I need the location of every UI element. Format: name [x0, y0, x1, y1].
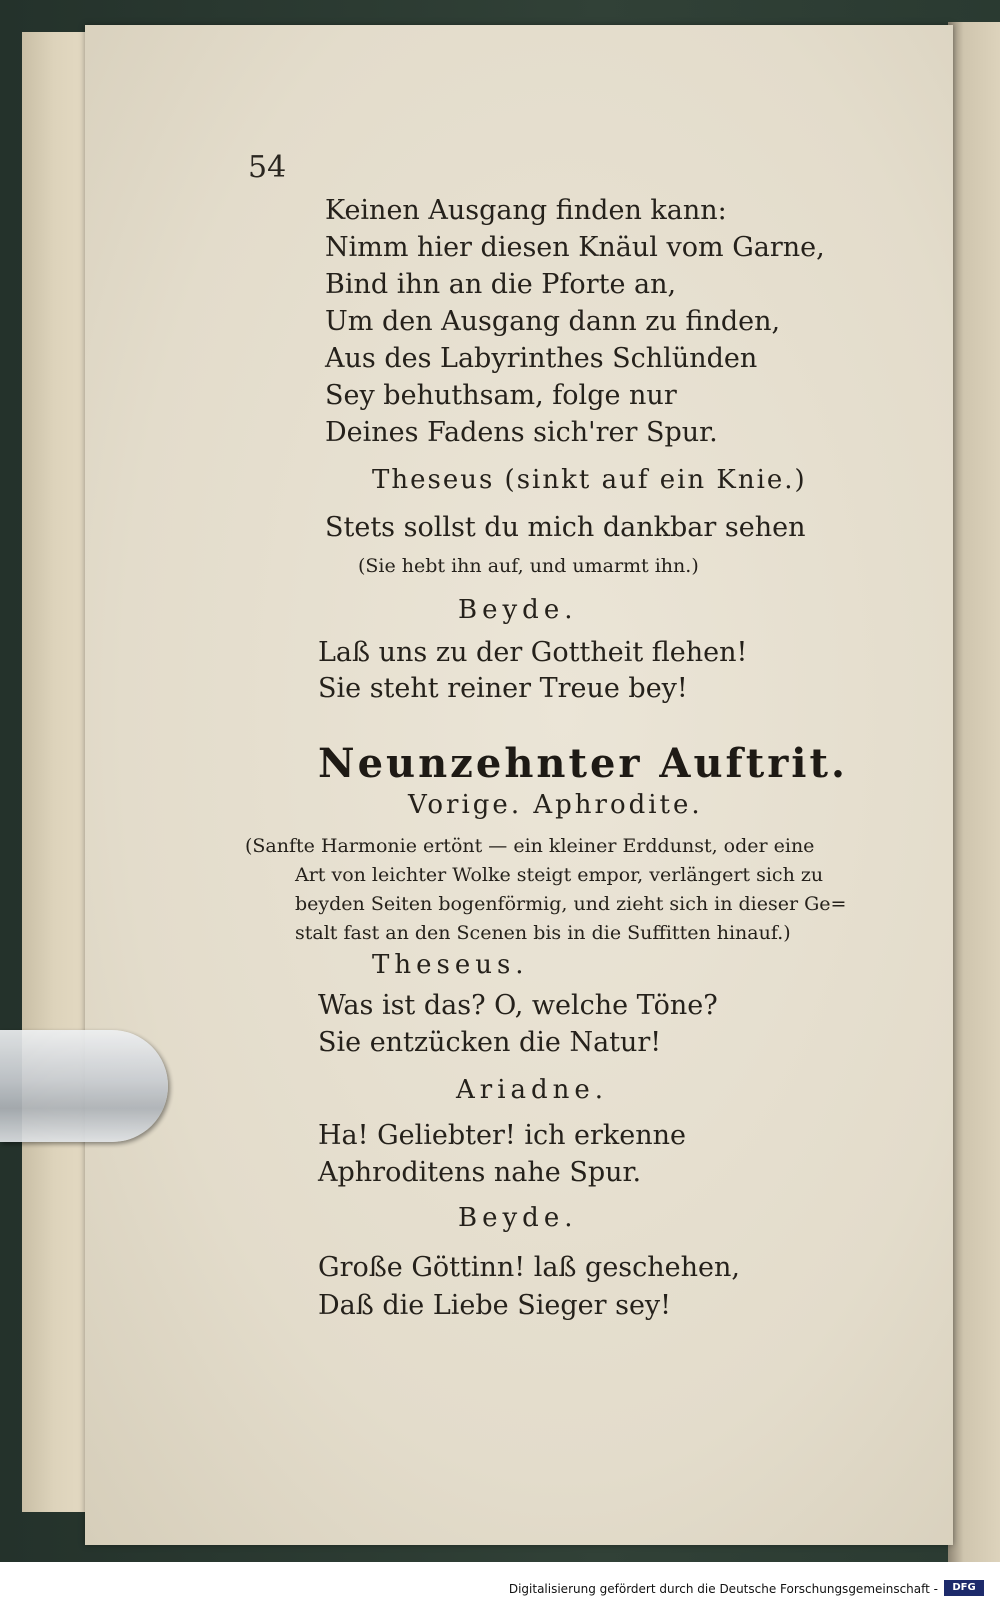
verse-line: Sie entzücken die Natur!: [318, 1027, 662, 1058]
stage-direction-line: stalt fast an den Scenen bis in die Suffitten hinauf.): [295, 922, 791, 944]
verse-line: Große Göttinn! laß geschehen,: [318, 1252, 740, 1283]
verse-line: Nimm hier diesen Knäul vom Garne,: [325, 232, 825, 263]
verse-line: Stets sollst du mich dankbar sehen: [325, 512, 806, 543]
verse-line: Aphroditens nahe Spur.: [318, 1157, 642, 1188]
verse-line: Daß die Liebe Sieger sey!: [318, 1290, 672, 1321]
verse-line: Um den Ausgang dann zu finden,: [325, 306, 781, 337]
page-holder-clip: [0, 1030, 168, 1142]
dfg-logo: DFG: [944, 1580, 984, 1596]
stage-direction-line: Art von leichter Wolke steigt empor, verlängert sich zu: [295, 864, 824, 886]
stage-direction-block: [245, 832, 905, 948]
speaker-beyde: Beyde.: [458, 1203, 578, 1233]
verse-line: Keinen Ausgang finden kann:: [325, 195, 727, 226]
scene-title: Neunzehnter Auftrit.: [318, 740, 848, 787]
verse-line: Sey behuthsam, folge nur: [325, 380, 677, 411]
footer-credit: Digitalisierung gefördert durch die Deutsche Forschungsgemeinschaft -: [508, 1582, 938, 1596]
speaker-ariadne: Ariadne.: [456, 1075, 609, 1105]
verse-line: Aus des Labyrinthes Schlünden: [325, 343, 758, 374]
speaker-beyde: Beyde.: [458, 595, 578, 625]
verse-line: Bind ihn an die Pforte an,: [325, 269, 677, 300]
speaker-theseus: Theseus.: [372, 950, 529, 980]
stage-direction-line: (Sanfte Harmonie ertönt — ein kleiner Erddunst, oder eine: [245, 835, 815, 857]
verse-line: Was ist das? O, welche Töne?: [318, 990, 718, 1021]
stage-direction-line: beyden Seiten bogenförmig, und zieht sich in dieser Ge=: [295, 893, 847, 915]
page-number: 54: [248, 150, 287, 185]
verse-line: Deines Fadens sich'rer Spur.: [325, 417, 718, 448]
verse-line: Ha! Geliebter! ich erkenne: [318, 1120, 687, 1151]
speaker-theseus-kneels: Theseus (sinkt auf ein Knie.): [372, 465, 807, 495]
book-edge-right: [948, 22, 1000, 1562]
verse-line: Laß uns zu der Gottheit flehen!: [318, 637, 748, 668]
verse-line: Sie steht reiner Treue bey!: [318, 673, 688, 704]
stage-direction: (Sie hebt ihn auf, und umarmt ihn.): [358, 555, 699, 577]
scene-persons: Vorige. Aphrodite.: [408, 790, 703, 820]
